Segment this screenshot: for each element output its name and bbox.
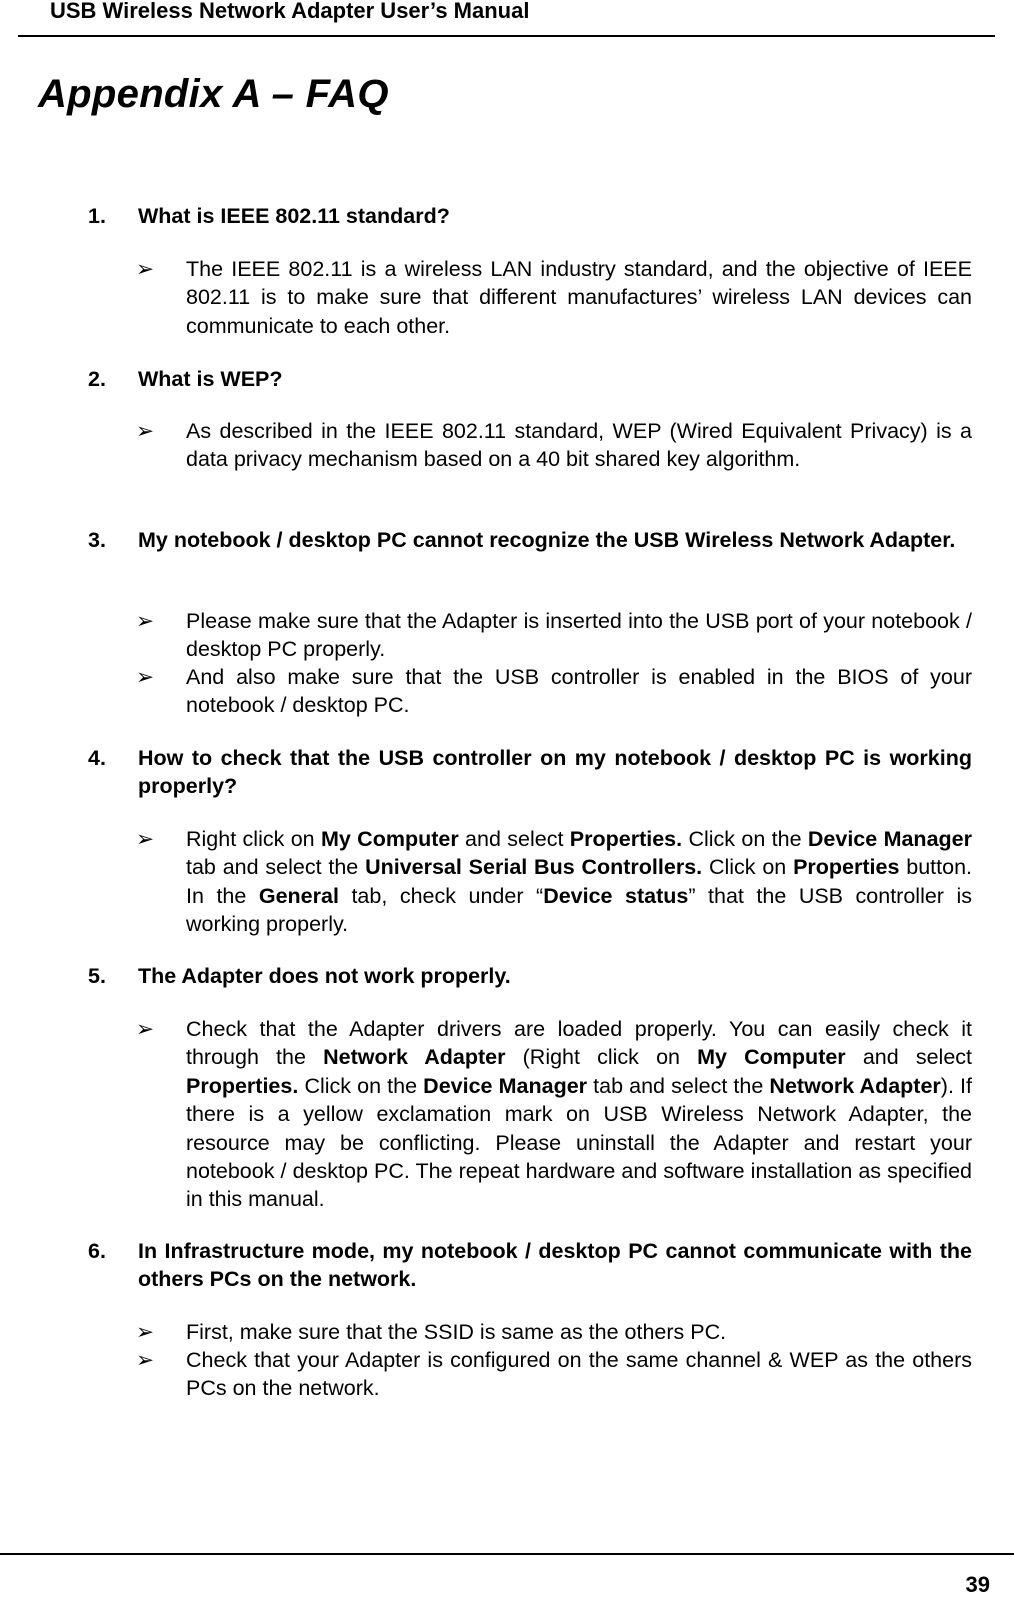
faq-answer	[136, 1318, 972, 1346]
page-number: 39	[965, 1572, 990, 1597]
faq-answer	[136, 607, 972, 664]
faq-question	[88, 1237, 972, 1293]
faq-answer-text: First, make sure that the SSID is same as the others PC.	[186, 1320, 727, 1344]
faq-question-text: What is IEEE 802.11 standard?	[138, 204, 450, 228]
faq-number: 6.	[88, 1239, 106, 1263]
faq-question	[88, 365, 972, 393]
faq-answer	[136, 1015, 972, 1214]
faq-answer-text: And also make sure that the USB controller is enabled in the BIOS of your notebook / desktop PC.	[186, 665, 972, 718]
faq-question-text: What is WEP?	[138, 367, 283, 391]
arrow-bullet-icon: ➢	[136, 419, 155, 443]
faq-question	[88, 744, 972, 800]
faq-answer-text: Please make sure that the Adapter is inserted into the USB port of your notebook / desktop PC properly.	[186, 609, 972, 662]
faq-question	[88, 526, 972, 554]
faq-question-text: The Adapter does not work properly.	[138, 964, 511, 988]
arrow-bullet-icon: ➢	[136, 1348, 155, 1372]
faq-question-text: My notebook / desktop PC cannot recognize the USB Wireless Network Adapter.	[138, 528, 956, 552]
header-divider	[18, 35, 995, 37]
faq-number: 5.	[88, 964, 106, 988]
faq-number: 1.	[88, 204, 106, 228]
faq-answer-text: Right click on My Computer and select Properties. Click on the Device Manager tab and select the Universal Serial Bus Controllers. Click on Properties button. In the General tab, check under “Device status” that the USB controller is working properly.	[186, 827, 973, 937]
faq-question-text: How to check that the USB controller on my notebook / desktop PC is working properly?	[138, 746, 972, 798]
faq-answer-text: Check that the Adapter drivers are loaded properly. You can easily check it through the Network Adapter (Right click on My Computer and select Properties. Click on the Device Manager tab and select the Network Adapter). If there is a yellow exclamation mark on USB Wireless Network Adapter, the resource may be conflicting. Please uninstall the Adapter and restart your notebook / desktop PC. The repeat hardware and software installation as specified in this manual.	[186, 1017, 973, 1212]
faq-question-text: In Infrastructure mode, my notebook / desktop PC cannot communicate with the others PCs on the network.	[138, 1239, 972, 1291]
arrow-bullet-icon: ➢	[136, 257, 155, 281]
arrow-bullet-icon: ➢	[136, 665, 155, 689]
faq-question	[88, 962, 972, 990]
faq-answer	[136, 255, 972, 340]
faq-answer	[136, 417, 972, 474]
faq-number: 2.	[88, 367, 106, 391]
arrow-bullet-icon: ➢	[136, 1320, 155, 1344]
arrow-bullet-icon: ➢	[136, 1017, 155, 1041]
faq-answer	[136, 825, 972, 939]
faq-answer-text: The IEEE 802.11 is a wireless LAN industry standard, and the objective of IEEE 802.11 is to make sure that different manufactures’ wireless LAN devices can communicate to each other.	[186, 257, 972, 338]
faq-answer	[136, 1346, 972, 1403]
faq-answer	[136, 663, 972, 720]
header-title: USB Wireless Network Adapter User’s Manual	[50, 0, 530, 23]
faq-answer-text: As described in the IEEE 802.11 standard, WEP (Wired Equivalent Privacy) is a data privacy mechanism based on a 40 bit shared key algorithm.	[186, 419, 972, 472]
footer-divider	[0, 1553, 1014, 1555]
faq-answer-text: Check that your Adapter is configured on the same channel & WEP as the others PCs on the network.	[186, 1348, 972, 1401]
arrow-bullet-icon: ➢	[136, 609, 155, 633]
page-title: Appendix A – FAQ	[38, 72, 389, 116]
faq-question	[88, 202, 972, 230]
faq-number: 4.	[88, 746, 106, 770]
faq-number: 3.	[88, 528, 106, 552]
arrow-bullet-icon: ➢	[136, 827, 155, 851]
